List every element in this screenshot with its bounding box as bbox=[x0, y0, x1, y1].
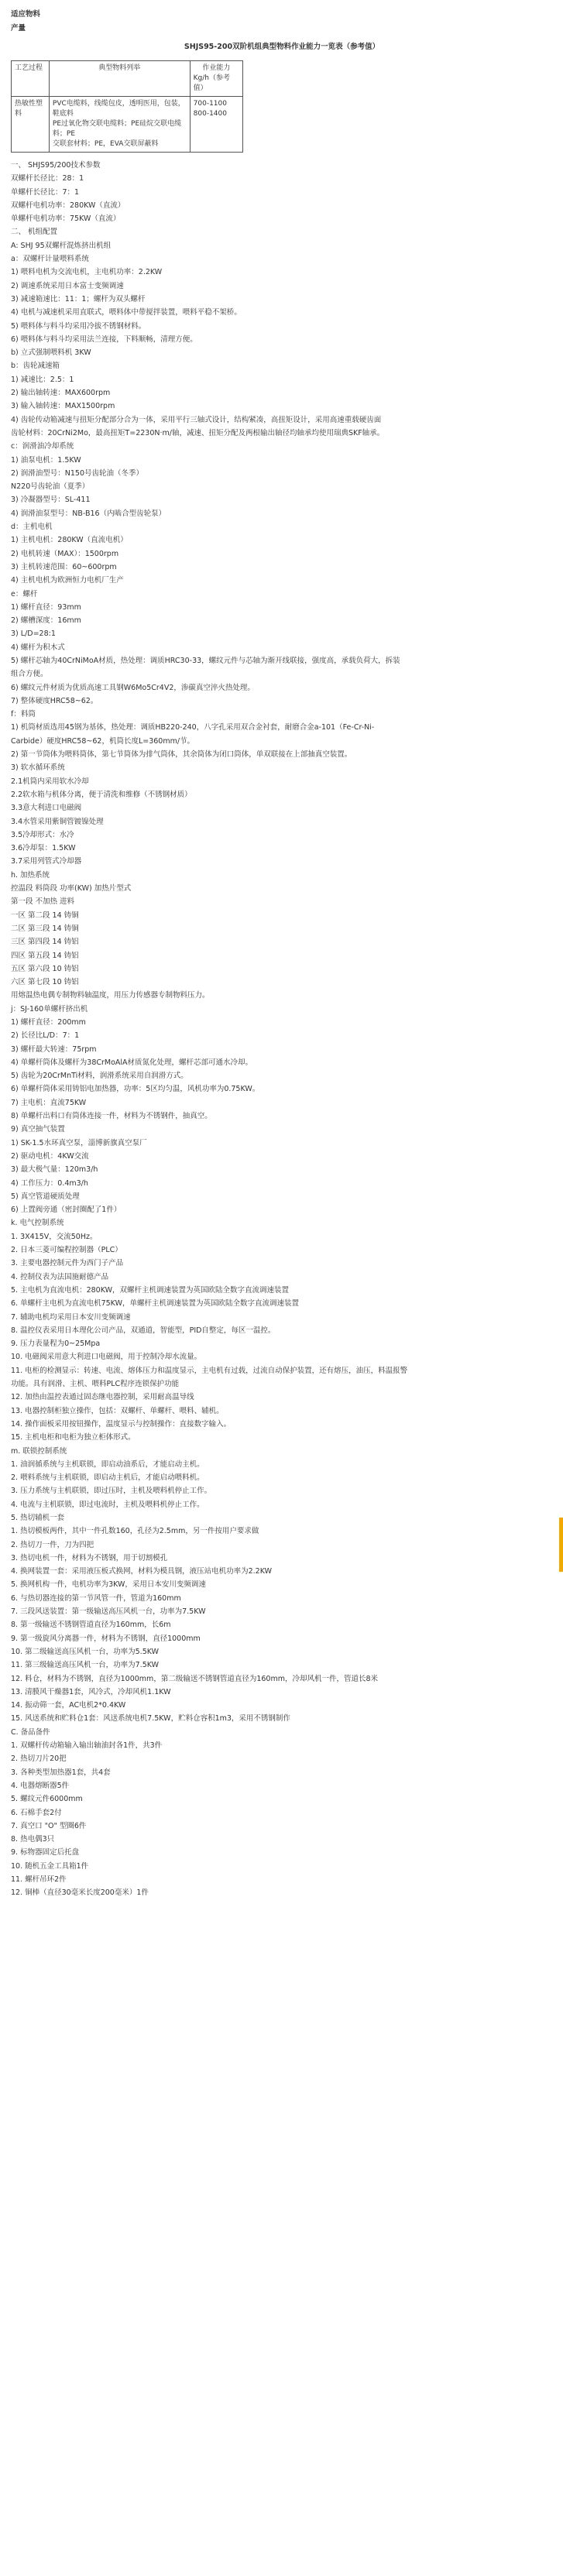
spec-body bbox=[11, 159, 553, 1900]
capacity-value: 700-1100 bbox=[193, 100, 227, 108]
text-line: 1) 螺杆直径：200mm bbox=[11, 1018, 86, 1027]
text-line: 3) 主机转速范围：60~600rpm bbox=[11, 562, 117, 571]
text-line: 二区 第三段 14 铸铜 bbox=[11, 924, 79, 933]
text-line: 第一段 不加热 进料 bbox=[11, 897, 75, 907]
capacity-unit: Kg/h（参考值） bbox=[193, 74, 230, 92]
text-line: 12. 加热由温控表通过固态继电器控制，采用耐高温导线 bbox=[11, 1393, 194, 1402]
text-line: 5. 热切辅机一套 bbox=[11, 1513, 65, 1522]
text-line: 9. 压力表量程为0~25Mpa bbox=[11, 1339, 101, 1349]
text-line: 13. 电器控制柜独立操作，包括：双螺杆、单螺杆、喂料、辅机。 bbox=[11, 1406, 224, 1415]
text-line: 双螺杆电机功率：280KW（直流） bbox=[11, 201, 125, 210]
text-line: 3. 主要电器控制元件为西门子产品 bbox=[11, 1259, 124, 1268]
text-line: 3) 最大极气量：120m3/h bbox=[11, 1165, 98, 1175]
text-line: 10. 随机五金工具箱1件 bbox=[11, 1861, 89, 1871]
table-header-material: 典型物料列举 bbox=[49, 61, 190, 97]
text-line: 双螺杆长径比：28：1 bbox=[11, 174, 84, 184]
text-line: 4) 主机电机为欧洲恒力电机厂生产 bbox=[11, 576, 124, 585]
text-line: A: SHJ 95双螺杆混炼挤出机组 bbox=[11, 241, 112, 250]
text-line: 1) 油泵电机：1.5KW bbox=[11, 455, 81, 465]
text-line: 一区 第二段 14 铸铜 bbox=[11, 911, 79, 920]
text-line: 3.7采用列管式冷却器 bbox=[11, 857, 82, 866]
table-process-cell: 热敏性塑料 bbox=[12, 97, 50, 153]
text-line: 3.3意大利进口电磁阀 bbox=[11, 804, 82, 813]
text-line: 2) 调速系统采用日本富士变频调速 bbox=[11, 281, 124, 290]
text-line: 4. 换网装置一套：采用液压板式换网，材料为模具钢，液压站电机功率为2.2KW bbox=[11, 1567, 272, 1576]
text-line: 11. 螺杆吊环2件 bbox=[11, 1875, 67, 1884]
text-line: 8. 温控仪表采用日本理化公司产品，双通道，智能型，PID自整定，每区一温控。 bbox=[11, 1326, 276, 1335]
text-line: 9. 第一级旋风分离器一件，材料为不锈钢，直径1000mm bbox=[11, 1634, 201, 1643]
text-line: 4) 润滑油泵型号：NB-B16（内啮合型齿轮泵） bbox=[11, 509, 166, 518]
text-line: 1) 喂料电机为交流电机，主电机功率：2.2KW bbox=[11, 268, 163, 277]
text-line: 2) 长径比L/D：7：1 bbox=[11, 1031, 80, 1041]
header-line-1: 适应物料 bbox=[11, 10, 41, 19]
text-line: 6. 单螺杆主电机为直流电机75KW，单螺杆主机调速装置为英国欧陆全数字直流调速装置 bbox=[11, 1299, 299, 1309]
table-row bbox=[12, 97, 243, 153]
text-line: 1. 3X415V，交流50Hz。 bbox=[11, 1232, 98, 1241]
text-line: 9. 标物器固定后托盘 bbox=[11, 1848, 80, 1857]
text-line: 6) 单螺杆筒体采用铸铝电加热器，功率：5区均匀温，风机功率为0.75KW。 bbox=[11, 1085, 260, 1094]
text-line: a：双螺杆计量喂料系统 bbox=[11, 255, 89, 264]
text-line: 组合方便。 bbox=[11, 670, 48, 679]
text-line: 三区 第四段 14 铸铝 bbox=[11, 938, 79, 947]
text-line: 4) 工作压力：0.4m3/h bbox=[11, 1178, 88, 1188]
text-line: 1) 主机电机：280KW（直流电机） bbox=[11, 536, 128, 545]
text-line: 四区 第五段 14 铸铝 bbox=[11, 951, 79, 960]
text-line: 3) 输入轴转速：MAX1500rpm bbox=[11, 402, 115, 411]
text-line: 2) 驱动电机：4KW交流 bbox=[11, 1151, 89, 1161]
text-line: 5. 螺纹元件6000mm bbox=[11, 1795, 83, 1804]
text-line: 1) 减速比：2.5：1 bbox=[11, 375, 74, 384]
material-line: PVC电缆料，线缆包皮，透明医用，包装，鞋底料 bbox=[52, 100, 185, 118]
text-line: 5) 齿轮为20CrMnTi材料，润滑系统采用自润滑方式。 bbox=[11, 1072, 188, 1081]
text-line: 用熔温热电偶专制物料轴温度，用压力传感器专制物料压力。 bbox=[11, 991, 210, 1000]
text-line: 4) 齿轮传动箱减速与扭矩分配部分合为一体，采用平行三轴式设计，结构紧凑，高扭矩设计，采用高速重载硬齿面 bbox=[11, 415, 382, 424]
text-line: 5) 螺杆芯轴为40CrNiMoA材质，热处理：调质HRC30-33，螺纹元件与芯轴为渐开线联接，强度高，承载负荷大，拆装 bbox=[11, 656, 400, 665]
text-line: 4) 螺杆为积木式 bbox=[11, 643, 65, 652]
text-line: 1) 螺杆直径：93mm bbox=[11, 602, 81, 612]
text-line: 11. 第三级输送高压风机一台，功率为7.5KW bbox=[11, 1661, 160, 1670]
text-line: 1) SK-1.5水环真空泵，淄博新旗真空泵厂 bbox=[11, 1138, 147, 1147]
text-line: 2. 日本三菱可编程控制器（PLC） bbox=[11, 1246, 122, 1255]
text-line: 3. 热切电机一件，材料为不锈钢，用于切割模孔 bbox=[11, 1553, 168, 1562]
text-line: 10. 电磁阀采用意大利进口电磁阀，用于控制冷却水流量。 bbox=[11, 1353, 202, 1362]
material-line: 交联套材料；PE，EVA交联屏蔽料 bbox=[52, 140, 159, 148]
text-line: j：SJ-160单螺杆挤出机 bbox=[11, 1004, 88, 1014]
text-line: 1. 热切模板两件，其中一件孔数160，孔径为2.5mm，另一件按用户要求做 bbox=[11, 1527, 259, 1536]
text-line: 齿轮材料：20CrNi2Mo，最高扭矩T=2230N·m/轴，减速、扭矩分配及两根输出轴径均轴承均使用瑞典SKF轴承。 bbox=[11, 428, 385, 437]
table-header-process: 工艺过程 bbox=[12, 61, 50, 97]
text-line: 12. 铜棒（直径30毫米长度200毫米）1件 bbox=[11, 1888, 149, 1898]
text-line: 2) 输出轴转速：MAX600rpm bbox=[11, 389, 111, 398]
table-header-capacity bbox=[190, 61, 242, 97]
text-line: 3.5冷却形式：水冷 bbox=[11, 830, 74, 839]
text-line: 3. 压力系统与主机联锁，即过压时，主机及喂料机停止工作。 bbox=[11, 1487, 212, 1496]
text-line: 2) 第一节筒体为喂料筒体，第七节筒体为排气筒体，其余筒体为闭口筒体，单双联接在上部抽真空装置。 bbox=[11, 750, 352, 760]
text-line: 7. 三段风送装置：第一级输送高压风机一台，功率为7.5KW bbox=[11, 1607, 206, 1617]
text-line: 7) 主电机：直流75KW bbox=[11, 1098, 87, 1107]
text-line: 2) 螺槽深度：16mm bbox=[11, 616, 81, 626]
text-line: 8) 单螺杆出料口有筒体连接一件，材料为不锈钢件，抽真空。 bbox=[11, 1112, 212, 1121]
text-line: h. 加热系统 bbox=[11, 870, 50, 880]
text-line: 6) 喂料体与料斗均采用法兰连接，下料顺畅，清理方便。 bbox=[11, 334, 197, 344]
text-line: 3.6冷却泵：1.5KW bbox=[11, 844, 76, 853]
text-line: 7. 真空口 "O" 型圈6件 bbox=[11, 1821, 87, 1830]
text-line: 15. 主机电柜和电柜为独立柜体形式。 bbox=[11, 1433, 136, 1442]
text-line: 8. 第一级输送不锈钢管道直径为160mm，长6m bbox=[11, 1621, 171, 1630]
text-line: 2) 润滑油型号：N150号齿轮油（冬季） bbox=[11, 468, 144, 478]
text-line: 6. 与热切器连接的第一节风管一件，管道为160mm bbox=[11, 1593, 181, 1603]
text-line: 2.1机筒内采用软水冷却 bbox=[11, 777, 89, 786]
text-line: 11. 电柜的检测显示：转速、电流、熔体压力和温度显示，主电机有过载，过流自动保护装置，还有熔压，油压，料温报警 bbox=[11, 1366, 408, 1375]
text-line: 4. 电流与主机联锁，即过电流时，主机及喂料机停止工作。 bbox=[11, 1500, 204, 1509]
text-line: 14. 操作面板采用按钮操作，温度显示与控制操作：直接数字输入。 bbox=[11, 1419, 232, 1429]
text-line: 5) 喂料体与料斗均采用冷拔不锈钢材料。 bbox=[11, 321, 146, 331]
text-line: 单螺杆电机功率：75KW（直流） bbox=[11, 214, 121, 224]
text-line: 控温段 料筒段 功率(KW) 加热片型式 bbox=[11, 884, 132, 894]
text-line: 3) 螺杆最大转速：75rpm bbox=[11, 1044, 97, 1054]
capacity-value: 800-1400 bbox=[193, 110, 227, 118]
text-line: 二、 机组配置 bbox=[11, 228, 58, 237]
text-line: 6. 石棉手套2付 bbox=[11, 1808, 62, 1817]
text-line: 8. 热电偶3只 bbox=[11, 1835, 55, 1844]
text-line: 12. 料仓，材料为不锈钢，直径为1000mm，第二级输送不锈钢管道直径为160mm，冷却风机一件，管道长8米 bbox=[11, 1674, 378, 1683]
doc-title: SHJS95-200双阶机组典型物料作业能力一览表（参考值） bbox=[184, 43, 380, 51]
text-line: N220号齿轮油（夏季） bbox=[11, 482, 90, 492]
text-line: 14. 振动筛一套，AC电机2*0.4KW bbox=[11, 1701, 126, 1710]
text-line: 4) 电机与减速机采用直联式，喂料体中带搅拌装置，喂料平稳不架桥。 bbox=[11, 308, 242, 317]
text-line: 9) 真空抽气装置 bbox=[11, 1125, 65, 1134]
text-line: 一、 SHJS95/200技术参数 bbox=[11, 161, 101, 170]
capacity-table bbox=[11, 60, 243, 153]
text-line: 3.4水管采用紫铜管镀镍处理 bbox=[11, 817, 104, 826]
text-line: b：齿轮减速箱 bbox=[11, 362, 60, 371]
text-line: 6) 上置阀旁通（密封圈配了1件） bbox=[11, 1206, 122, 1215]
text-line: 2. 热切刀片20把 bbox=[11, 1754, 67, 1764]
text-line: d：主机电机 bbox=[11, 523, 53, 532]
text-line: 4. 控制仪表为法国施耐德产品 bbox=[11, 1272, 109, 1281]
text-line: e：螺杆 bbox=[11, 589, 38, 599]
table-material-cell bbox=[49, 97, 190, 153]
table-header-row bbox=[12, 61, 243, 97]
text-line: 功能。具有润滑、主机、喂料PLC程序连锁保护功能 bbox=[11, 1380, 180, 1389]
text-line: 6) 螺纹元件材质为优质高速工具钢W6Mo5Cr4V2，渗碳真空淬火热处理。 bbox=[11, 683, 255, 692]
text-line: 3) 冷凝器型号：SL-411 bbox=[11, 496, 91, 505]
text-line: 3. 各种类型加热器1套，共4套 bbox=[11, 1768, 111, 1777]
text-line: 五区 第六段 10 铸铝 bbox=[11, 964, 79, 973]
material-line: PE过氧化物交联电缆料；PE硅烷交联电缆料；PE bbox=[52, 120, 182, 138]
text-line: 3) 减速箱速比：11：1；螺杆为双头螺杆 bbox=[11, 294, 146, 304]
text-line: b) 立式强制喂料机 3KW bbox=[11, 348, 91, 358]
text-line: 3) 软水循环系统 bbox=[11, 763, 65, 773]
text-line: 4. 电器熔断器5件 bbox=[11, 1781, 70, 1790]
text-line: 1. 油润循系统与主机联锁，即启动油系后，才能启动主机。 bbox=[11, 1460, 204, 1469]
text-line: 1. 双螺杆传动箱输入输出轴油封各1件，共3件 bbox=[11, 1741, 163, 1751]
text-line: c：润滑油冷却系统 bbox=[11, 442, 74, 451]
text-line: Carbide）硬度HRC58~62，机筒长度L=360mm/节。 bbox=[11, 736, 195, 746]
text-line: 7) 整体硬度HRC58~62。 bbox=[11, 696, 98, 705]
scroll-indicator[interactable] bbox=[559, 1518, 563, 1572]
text-line: 单螺杆长径比：7：1 bbox=[11, 187, 80, 197]
text-line: 7. 辅助电机均采用日本安川变频调速 bbox=[11, 1312, 131, 1322]
text-line: 10. 第二级输送高压风机一台，功率为5.5KW bbox=[11, 1647, 160, 1656]
header-line-2: 产量 bbox=[11, 24, 26, 33]
text-line: 2. 热切刀一件，刀为四把 bbox=[11, 1540, 94, 1549]
text-line: 1) 机筒材质选用45钢为基体，热处理：调质HB220-240，八字孔采用双合金衬套，耐磨合金a-101（Fe-Cr-Ni- bbox=[11, 723, 375, 732]
text-line: 5. 换网机构一件，电机功率为3KW，采用日本安川变频调速 bbox=[11, 1580, 206, 1590]
text-line: k. 电气控制系统 bbox=[11, 1219, 64, 1228]
capacity-label: 作业能力 bbox=[202, 64, 231, 72]
text-line: 2) 电机转速（MAX）：1500rpm bbox=[11, 549, 119, 558]
text-line: 2.2软水箱与机体分离，便于清洗和维修（不锈钢材质） bbox=[11, 790, 192, 799]
text-line: 4) 单螺杆筒体及螺杆为38CrMoAlA材质氮化处理，螺杆芯部可通水冷却。 bbox=[11, 1058, 253, 1067]
text-line: 2. 喂料系统与主机联锁，即启动主机后，才能启动喂料机。 bbox=[11, 1473, 204, 1483]
text-line: m. 联锁控制系统 bbox=[11, 1446, 67, 1456]
text-line: 3) L/D=28:1 bbox=[11, 629, 56, 639]
text-line: f：料筒 bbox=[11, 710, 36, 719]
text-line: 六区 第七段 10 铸铝 bbox=[11, 978, 79, 987]
text-line: C. 备品备件 bbox=[11, 1727, 50, 1737]
table-capacity-cell bbox=[190, 97, 242, 153]
text-line: 15. 风送系统和贮料仓1套：风送系统电机7.5KW，贮料仓容积1m3，采用不锈钢制作 bbox=[11, 1714, 290, 1724]
text-line: 5) 真空管道硬质处理 bbox=[11, 1192, 80, 1201]
text-line: 13. 清膜风干燥器1套，风冷式，冷却风机1.1KW bbox=[11, 1687, 171, 1696]
text-line: 5. 主电机为直流电机：280KW，双螺杆主机调速装置为英国欧陆全数字直流调速装置 bbox=[11, 1285, 290, 1295]
